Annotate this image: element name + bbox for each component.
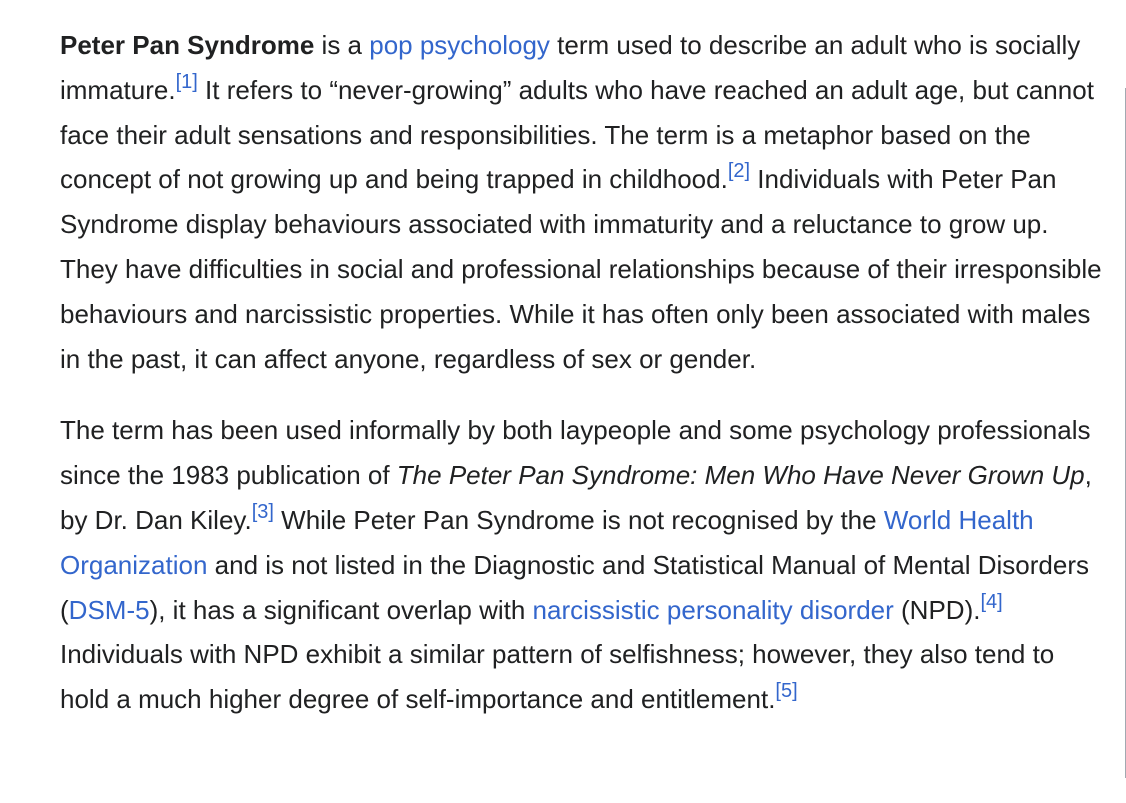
text-span: ), it has a significant overlap with: [149, 594, 533, 625]
text-span: While Peter Pan Syndrome is not recognised by the: [273, 504, 884, 535]
reference-2[interactable]: [2]: [727, 160, 751, 183]
reference-5[interactable]: [5]: [775, 680, 798, 703]
paragraph-intro: [60, 23, 1110, 381]
reference-1[interactable]: [1]: [175, 70, 198, 93]
link-pop-psychology[interactable]: pop psychology: [369, 30, 550, 60]
text-span: is a: [314, 30, 370, 60]
term-bold: Peter Pan Syndrome: [60, 30, 315, 60]
text-span: term used to describe an adult who is socially immature.: [60, 30, 1081, 105]
paragraph-history: [60, 408, 1110, 722]
text-span: Individuals with Peter Pan Syndrome display behaviours associated with immaturity and a reluctance to grow up. They have difficulties in social and professional relationships because of their irresponsible behaviours and narcissistic properties. While it has often only been associated with males in the past, it can affect anyone, regardless of sex or gender.: [60, 164, 1102, 374]
text-span: It refers to “never-growing” adults who have reached an adult age, but cannot face their adult sensations and responsibilities. The term is a metaphor based on the concept of not growing up and being trapped in childhood.: [60, 74, 1094, 195]
book-title: The Peter Pan Syndrome: Men Who Have Never Grown Up: [396, 460, 1085, 491]
article-content: [60, 23, 1110, 722]
text-span: , by Dr. Dan Kiley.: [60, 460, 1092, 535]
text-span: and is not listed in the Diagnostic and Statistical Manual of Mental Disorders (: [60, 549, 1089, 625]
text-span: Individuals with NPD exhibit a similar pattern of selfishness; however, they also tend to hold a much higher degree of self-importance and entitlement.: [60, 639, 1055, 715]
text-span: The term has been used informally by both laypeople and some psychology professionals since the 1983 publication of: [60, 415, 1091, 491]
link-world-health-organization[interactable]: World Health Organization: [60, 504, 1034, 580]
reference-3[interactable]: [3]: [251, 500, 274, 523]
link-narcissistic-personality-disorder[interactable]: narcissistic personality disorder: [532, 594, 894, 625]
text-span: (NPD).: [893, 594, 981, 625]
reference-4[interactable]: [4]: [980, 590, 1003, 613]
link-dsm-5[interactable]: DSM-5: [68, 594, 150, 625]
